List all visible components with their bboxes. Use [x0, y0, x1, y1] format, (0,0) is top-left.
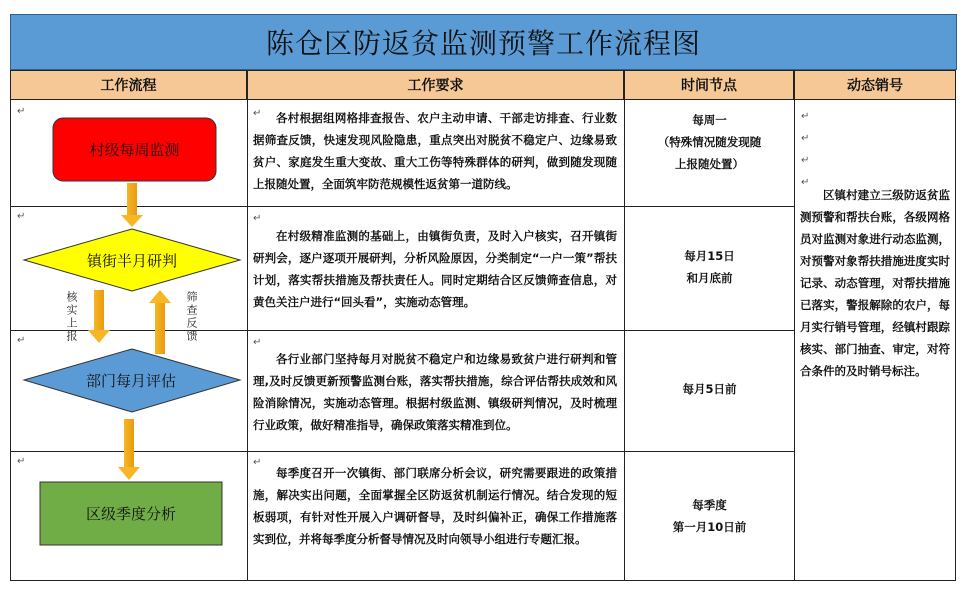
timing-line: 每季度	[692, 498, 727, 512]
requirement-text: 各村根据组网格排查报告、农户主动申请、干部走访排查、行业数据筛查反馈，快速发现风险隐患，重点突出对脱贫不稳定户、边缘易致贫户、家庭发生重大变故、重大工伤等特殊群体的研判，做到随发现随上报随处置，全面筑牢防范规模性返贫第一道防线。	[253, 111, 617, 191]
timing-cell	[625, 494, 794, 538]
requirement-text: 各行业部门坚持每月对脱贫不稳定户和边缘易致贫户进行研判和管理,及时反馈更新预警监测台账，落实帮扶措施，综合评估帮扶成效和风险消除情况，实施动态管理。根据村级监测、镇级研判情况，及时梳理行业政策，做好精准指导，确保政策落实精准到位。	[253, 352, 617, 432]
page-title: 陈仓区防返贫监测预警工作流程图	[10, 14, 957, 70]
paragraph-mark: ↵	[253, 108, 262, 119]
timing-cell	[625, 245, 794, 289]
timing-line: 第一月10日前	[672, 520, 747, 534]
header-requirements: 工作要求	[247, 70, 624, 100]
verify-report-label: 核实上报	[65, 291, 78, 343]
paragraph-mark: ↵ ↵ ↵ ↵	[801, 111, 810, 188]
requirement-text: 每季度召开一次镇街、部门联席分析会议，研究需要跟进的政策措施，解决实出问题，全面掌握全区防返贫机制运行情况。结合发现的短板弱项，有针对性开展入户调研督导，及时纠偏补正，确保工作措施落实到位，并将每季度分析督导情况及时向领导小组进行专题汇报。	[253, 466, 617, 546]
flow-node-department-label: 部门每月评估	[86, 372, 177, 390]
timing-line: 每月15日	[684, 249, 735, 263]
header-process: 工作流程	[10, 70, 247, 100]
flow-node-town-label: 镇街半月研判	[86, 251, 177, 270]
flow-node-district-label: 区级季度分析	[85, 505, 176, 523]
timing-line: 每周一	[692, 113, 727, 127]
timing-line: 和月底前	[686, 271, 733, 285]
timing-line: 每月5日前	[682, 382, 737, 396]
flow-arrow-down-icon	[118, 419, 140, 480]
header-dynamic: 动态销号	[794, 70, 956, 100]
table-col-divider	[794, 100, 795, 581]
paragraph-mark: ↵	[253, 213, 262, 224]
dynamic-writeoff-text: 区镇村建立三级防返贫监测预警和帮扶台账，各级网格员对监测对象进行动态监测，对预警对象帮扶措施进度实时记录、动态管理，对帮扶措施已落实，警报解除的农户，每月实行销号管理，经镇村跟踪核实、部门抽查、审定，对符合条件的及时销号标注。	[800, 188, 950, 378]
paragraph-mark: ↵	[253, 457, 262, 468]
screen-feedback-label: 筛查反馈	[185, 291, 198, 343]
paragraph-mark: ↵	[17, 106, 26, 117]
timing-cell	[625, 109, 794, 175]
flow-arrow-down-icon	[121, 183, 143, 227]
flow-arrow-down-icon	[88, 290, 110, 343]
timing-line: （特殊情况随发现随	[657, 135, 762, 149]
paragraph-mark: ↵	[253, 337, 262, 348]
paragraph-mark: ↵	[17, 456, 26, 467]
flow-arrow-up-icon	[149, 290, 171, 354]
table-border-bottom	[10, 580, 956, 581]
table-border-right	[955, 100, 956, 581]
header-timing: 时间节点	[624, 70, 794, 100]
requirement-text: 在村级精准监测的基础上，由镇街负责，及时入户核实，召开镇街研判会，逐户逐项开展研判，分析风险原因，分类制定“一户一策”帮扶计划，落实帮扶措施及帮扶责任人。同时定期结合区反馈筛查信息，对黄色关注户进行“回头看”，实施动态管理。	[253, 229, 617, 309]
timing-line: 上报随处置）	[675, 157, 744, 171]
table-col-divider	[247, 100, 248, 581]
paragraph-mark: ↵	[17, 335, 26, 346]
paragraph-mark: ↵	[17, 211, 26, 222]
flow-node-village-label: 村级每周监测	[89, 141, 180, 159]
timing-cell	[625, 378, 794, 400]
